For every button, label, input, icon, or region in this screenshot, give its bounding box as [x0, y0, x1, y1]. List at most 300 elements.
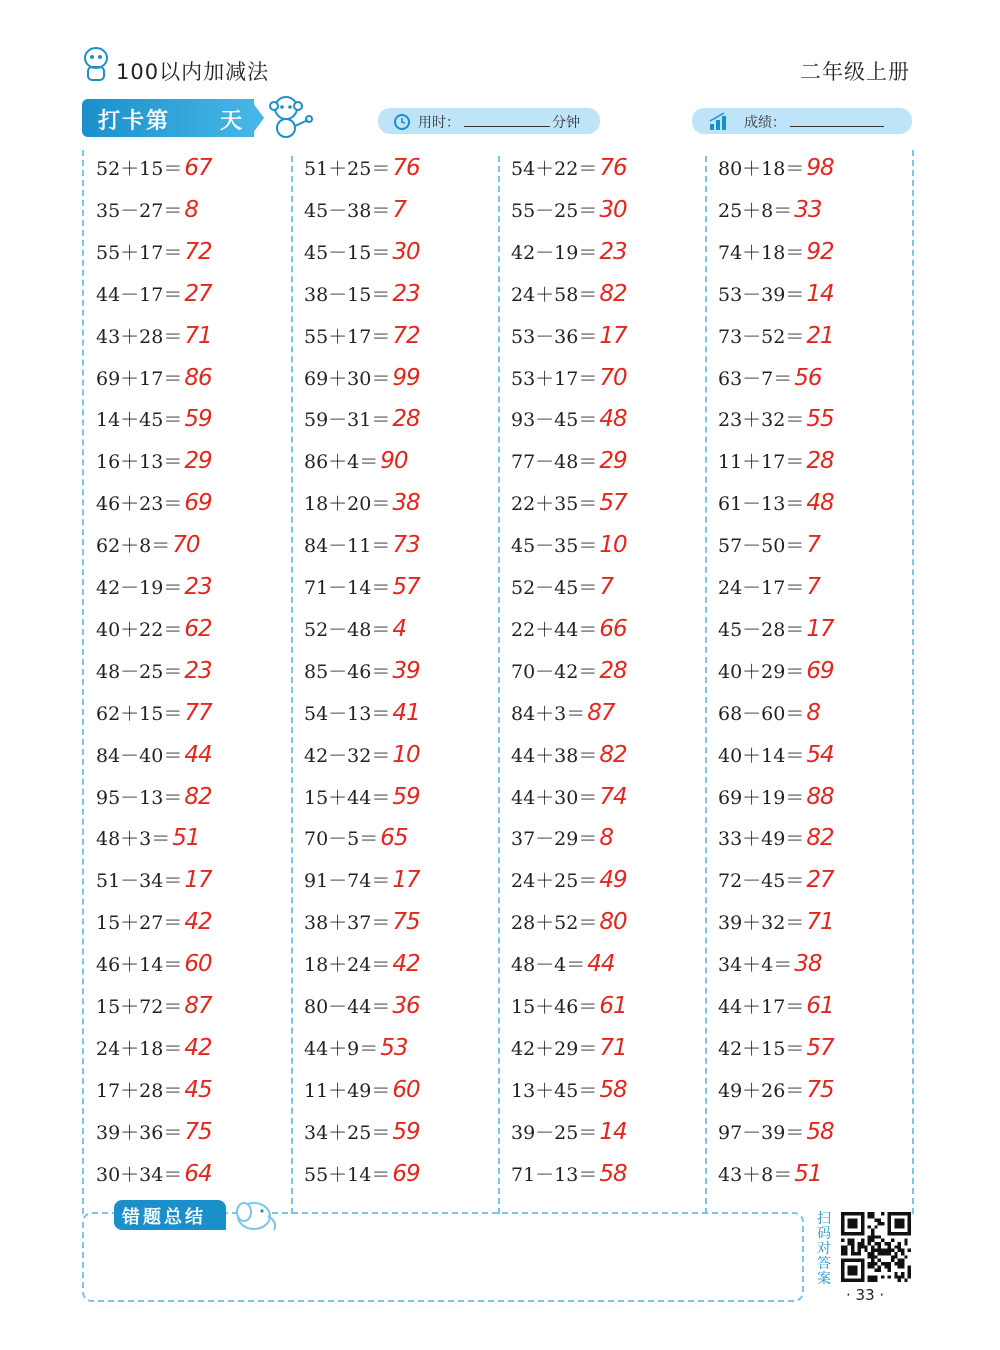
problem-answer[interactable]: 48 [599, 406, 627, 433]
problem-row [96, 1076, 212, 1110]
problem-answer[interactable]: 21 [806, 322, 834, 349]
checkin-banner [82, 99, 254, 137]
problem-answer[interactable]: 65 [380, 825, 408, 852]
problem-row [718, 573, 820, 607]
problem-question: 11＋49＝ [304, 1079, 391, 1102]
problem-question: 53－39＝ [718, 283, 805, 306]
problem-answer[interactable]: 71 [184, 322, 212, 349]
problem-answer[interactable]: 88 [806, 783, 834, 810]
problem-answer[interactable]: 29 [599, 448, 627, 475]
problem-answer[interactable]: 58 [599, 1076, 627, 1103]
problem-answer[interactable]: 92 [806, 238, 834, 265]
problem-row [511, 322, 627, 356]
problem-row [718, 992, 834, 1026]
problem-answer[interactable]: 99 [392, 364, 420, 391]
problem-row [511, 447, 627, 481]
problem-answer[interactable]: 23 [392, 280, 420, 307]
problem-question: 86＋4＝ [304, 451, 379, 474]
problem-answer[interactable]: 23 [599, 238, 627, 265]
problem-answer[interactable]: 17 [599, 322, 627, 349]
problem-question: 35－27＝ [96, 199, 183, 222]
problem-answer[interactable]: 51 [172, 825, 200, 852]
problem-answer[interactable]: 44 [587, 951, 615, 978]
problem-row [96, 657, 212, 691]
problem-question: 24＋25＝ [511, 870, 598, 893]
problem-question: 55＋17＝ [304, 325, 391, 348]
problem-question: 25＋8＝ [718, 199, 793, 222]
problem-question: 46＋23＝ [96, 493, 183, 516]
problem-row [304, 783, 420, 817]
problem-question: 69＋19＝ [718, 786, 805, 809]
book-title: 100以内加减法 [116, 60, 270, 84]
problem-question: 39＋32＝ [718, 912, 805, 935]
problem-question: 23＋32＝ [718, 409, 805, 432]
mascot-logo-icon [82, 46, 110, 82]
problem-row [96, 992, 212, 1026]
problem-row [96, 783, 212, 817]
page-number: · 33 · [846, 1286, 885, 1304]
problem-row [511, 280, 627, 314]
problem-answer[interactable]: 77 [184, 699, 212, 726]
problem-question: 73－52＝ [718, 325, 805, 348]
problem-answer[interactable]: 57 [599, 490, 627, 517]
problem-question: 84－11＝ [304, 535, 391, 558]
problem-question: 45－15＝ [304, 241, 391, 264]
problem-question: 61－13＝ [718, 493, 805, 516]
problem-question: 24＋18＝ [96, 1037, 183, 1060]
problem-row [718, 950, 822, 984]
problem-row [304, 824, 408, 858]
problem-question: 54－13＝ [304, 702, 391, 725]
problem-row [718, 405, 834, 439]
problem-answer[interactable]: 59 [392, 783, 420, 810]
problem-question: 62＋15＝ [96, 702, 183, 725]
problem-answer[interactable]: 66 [599, 615, 627, 642]
problem-row [718, 238, 834, 272]
problem-row [304, 908, 420, 942]
problem-question: 63－7＝ [718, 367, 793, 390]
problem-question: 45－35＝ [511, 535, 598, 558]
problem-answer[interactable]: 73 [392, 532, 420, 559]
problem-row [96, 866, 212, 900]
problem-question: 43＋28＝ [96, 325, 183, 348]
problem-column-4 [706, 150, 914, 1214]
problem-answer[interactable]: 7 [392, 196, 406, 223]
problem-answer[interactable]: 23 [184, 574, 212, 600]
problem-question: 24＋58＝ [511, 283, 598, 306]
problem-answer[interactable]: 67 [184, 155, 212, 181]
problem-question: 80－44＝ [304, 996, 391, 1018]
qr-code-icon[interactable] [838, 1212, 914, 1282]
problem-question: 97－39＝ [718, 1121, 805, 1144]
problem-question: 44＋17＝ [718, 996, 805, 1018]
problem-row [96, 280, 212, 314]
problem-answer[interactable]: 14 [599, 1118, 627, 1145]
problem-question: 77－48＝ [511, 451, 598, 474]
problem-answer[interactable]: 70 [599, 364, 627, 391]
problem-question: 48－25＝ [96, 660, 183, 683]
problem-answer[interactable]: 76 [392, 155, 420, 181]
problem-answer[interactable]: 90 [380, 448, 408, 475]
problem-row [96, 447, 212, 481]
problem-answer[interactable]: 69 [392, 1160, 420, 1187]
problem-answer[interactable]: 55 [806, 406, 834, 433]
problem-question: 28＋52＝ [511, 912, 598, 935]
time-unit: 分钟 [552, 115, 580, 131]
problem-answer[interactable]: 75 [806, 1076, 834, 1103]
problem-answer[interactable]: 71 [599, 1034, 627, 1061]
problem-row [511, 1160, 627, 1194]
problem-question: 55＋17＝ [96, 241, 183, 264]
problem-row [718, 1076, 834, 1110]
problem-row [304, 280, 420, 314]
problem-row [96, 489, 212, 523]
problem-question: 49＋26＝ [718, 1079, 805, 1102]
problem-row [304, 489, 420, 523]
problem-row [511, 908, 627, 942]
problem-row [304, 1076, 420, 1110]
problem-question: 44＋38＝ [511, 744, 598, 767]
problem-answer[interactable]: 33 [794, 196, 822, 223]
problem-row [511, 1034, 627, 1068]
problem-answer[interactable]: 28 [599, 657, 627, 684]
problem-answer[interactable]: 42 [184, 909, 212, 936]
problem-answer[interactable]: 30 [599, 196, 627, 223]
problem-answer[interactable]: 8 [806, 699, 820, 726]
problem-row [304, 615, 406, 649]
problem-question: 70－42＝ [511, 660, 598, 683]
problem-answer[interactable]: 75 [184, 1118, 212, 1145]
problem-answer[interactable]: 14 [806, 280, 834, 307]
problem-question: 34＋25＝ [304, 1121, 391, 1144]
problem-row [718, 322, 834, 356]
problem-question: 48＋3＝ [96, 828, 171, 851]
problem-answer[interactable]: 29 [184, 448, 212, 475]
problem-answer[interactable]: 10 [599, 532, 627, 559]
problem-answer[interactable]: 48 [806, 490, 834, 517]
problem-question: 71－13＝ [511, 1163, 598, 1186]
problem-question: 22＋44＝ [511, 618, 598, 641]
problem-question: 69＋17＝ [96, 367, 183, 390]
problem-answer[interactable]: 82 [599, 741, 627, 768]
problem-answer[interactable]: 45 [184, 1076, 212, 1103]
problem-question: 44－17＝ [96, 283, 183, 306]
problem-answer[interactable]: 87 [184, 993, 212, 1019]
mistake-summary-label: 错题总结 [122, 1207, 206, 1228]
problem-answer[interactable]: 56 [794, 364, 822, 391]
problem-answer[interactable]: 7 [806, 574, 820, 600]
problem-answer[interactable]: 4 [392, 615, 406, 642]
problem-question: 17＋28＝ [96, 1079, 183, 1102]
problem-row [96, 405, 212, 439]
problem-question: 52－45＝ [511, 577, 598, 599]
problem-row [304, 364, 420, 398]
problem-answer[interactable]: 82 [599, 280, 627, 307]
problem-row [96, 824, 200, 858]
problem-answer[interactable]: 28 [806, 448, 834, 475]
problem-answer[interactable]: 27 [806, 867, 834, 894]
problem-answer[interactable]: 60 [184, 951, 212, 978]
problem-row [511, 238, 627, 272]
problem-answer[interactable]: 58 [806, 1118, 834, 1145]
problem-question: 51－34＝ [96, 870, 183, 893]
problem-answer[interactable]: 17 [806, 615, 834, 642]
problem-question: 15＋44＝ [304, 786, 391, 809]
problem-row [511, 950, 615, 984]
problem-question: 15＋27＝ [96, 912, 183, 935]
problem-question: 40＋14＝ [718, 744, 805, 767]
problem-answer[interactable]: 71 [806, 909, 834, 936]
problem-row [304, 322, 420, 356]
problem-answer[interactable]: 72 [392, 322, 420, 349]
problem-answer[interactable]: 59 [392, 1118, 420, 1145]
problem-answer[interactable]: 87 [587, 699, 615, 726]
problem-answer[interactable]: 38 [392, 490, 420, 517]
problem-row [511, 741, 627, 775]
problem-question: 48－4＝ [511, 954, 586, 977]
problem-question: 42－19＝ [96, 577, 183, 599]
problem-answer[interactable]: 61 [806, 993, 834, 1019]
problem-answer[interactable]: 51 [794, 1160, 822, 1187]
problem-answer[interactable]: 82 [806, 825, 834, 852]
problem-question: 55－25＝ [511, 199, 598, 222]
problem-row [511, 531, 627, 565]
problem-question: 39－25＝ [511, 1121, 598, 1144]
problem-answer[interactable]: 75 [392, 909, 420, 936]
problem-answer[interactable]: 38 [794, 951, 822, 978]
problem-answer[interactable]: 42 [392, 951, 420, 978]
problem-question: 15＋46＝ [511, 996, 598, 1018]
problem-row [718, 364, 822, 398]
problem-answer[interactable]: 10 [392, 741, 420, 768]
problem-question: 72－45＝ [718, 870, 805, 893]
problem-answer[interactable]: 74 [599, 783, 627, 810]
problem-question: 42－32＝ [304, 744, 391, 767]
problem-question: 13＋45＝ [511, 1079, 598, 1102]
problem-question: 53＋17＝ [511, 367, 598, 390]
problem-question: 24－17＝ [718, 577, 805, 599]
problem-row [511, 657, 627, 691]
problem-row [511, 699, 615, 733]
problem-row [718, 1160, 822, 1194]
problem-question: 54＋22＝ [511, 158, 598, 180]
problem-row [304, 154, 420, 188]
problem-question: 42－19＝ [511, 241, 598, 264]
problem-question: 91－74＝ [304, 870, 391, 893]
problem-row [718, 657, 834, 691]
problem-row [511, 489, 627, 523]
problem-answer[interactable]: 72 [184, 238, 212, 265]
problem-row [718, 489, 834, 523]
problem-answer[interactable]: 59 [184, 406, 212, 433]
problem-question: 30＋34＝ [96, 1163, 183, 1186]
problem-answer[interactable]: 62 [184, 615, 212, 642]
problem-row [304, 1160, 420, 1194]
problem-question: 53－36＝ [511, 325, 598, 348]
clock-icon [392, 111, 412, 131]
problem-row [718, 447, 834, 481]
problem-row [304, 657, 420, 691]
problem-row [718, 196, 822, 230]
grade-label: 二年级上册 [800, 60, 910, 84]
problem-row [96, 1034, 212, 1068]
problem-row [96, 615, 212, 649]
problem-row [511, 1076, 627, 1110]
score-blank[interactable] [790, 112, 884, 127]
problem-question: 18＋24＝ [304, 954, 391, 977]
problem-row [511, 196, 627, 230]
problem-column-3 [499, 150, 707, 1214]
problem-answer[interactable]: 30 [392, 238, 420, 265]
problem-question: 69＋30＝ [304, 367, 391, 390]
problem-question: 70－5＝ [304, 828, 379, 851]
problem-row [718, 154, 834, 188]
problem-answer[interactable]: 82 [184, 783, 212, 810]
problem-answer[interactable]: 7 [599, 574, 613, 600]
scan-answer-label: 扫码对答案 [817, 1211, 831, 1287]
problem-question: 80＋18＝ [718, 158, 805, 180]
problem-row [511, 824, 613, 858]
problem-question: 42＋29＝ [511, 1037, 598, 1060]
problem-question: 51＋25＝ [304, 158, 391, 180]
problem-row [511, 154, 627, 188]
problem-row [718, 615, 834, 649]
problem-question: 45－38＝ [304, 199, 391, 222]
problem-answer[interactable]: 17 [184, 867, 212, 894]
problem-row [718, 1034, 834, 1068]
problem-row [511, 364, 627, 398]
problem-answer[interactable]: 44 [184, 741, 212, 768]
problem-answer[interactable]: 61 [599, 993, 627, 1019]
problem-row [96, 1118, 212, 1152]
problem-question: 52－48＝ [304, 618, 391, 641]
problem-question: 39＋36＝ [96, 1121, 183, 1144]
problem-question: 44＋9＝ [304, 1037, 379, 1060]
problem-answer[interactable]: 69 [806, 657, 834, 684]
time-label: 用时： [418, 115, 460, 131]
checkin-day-unit: 天 [220, 109, 243, 134]
problem-answer[interactable]: 98 [806, 155, 834, 181]
problem-question: 71－14＝ [304, 577, 391, 599]
problem-question: 38－15＝ [304, 283, 391, 306]
problem-row [96, 531, 200, 565]
problem-answer[interactable]: 57 [806, 1034, 834, 1061]
problem-row [96, 741, 212, 775]
problem-question: 46＋14＝ [96, 954, 183, 977]
problem-row [96, 154, 212, 188]
problem-question: 15＋72＝ [96, 996, 183, 1018]
problem-answer[interactable]: 23 [184, 657, 212, 684]
score-field [692, 108, 912, 134]
problem-answer[interactable]: 8 [599, 825, 613, 852]
problem-row [96, 1160, 212, 1194]
problem-question: 40＋29＝ [718, 660, 805, 683]
problem-question: 85－46＝ [304, 660, 391, 683]
problem-question: 74＋18＝ [718, 241, 805, 264]
problem-question: 43＋8＝ [718, 1163, 793, 1186]
problem-answer[interactable]: 36 [392, 993, 420, 1019]
problem-question: 52＋15＝ [96, 158, 183, 180]
problem-question: 37－29＝ [511, 828, 598, 851]
problem-row [96, 364, 212, 398]
problem-answer[interactable]: 17 [392, 867, 420, 894]
problem-question: 93－45＝ [511, 409, 598, 432]
problem-row [511, 992, 627, 1026]
problem-question: 95－13＝ [96, 786, 183, 809]
problem-answer[interactable]: 42 [184, 1034, 212, 1061]
problem-row [304, 573, 420, 607]
problem-question: 84－40＝ [96, 744, 183, 767]
problem-answer[interactable]: 54 [806, 741, 834, 768]
problem-answer[interactable]: 8 [184, 196, 198, 223]
problem-answer[interactable]: 7 [806, 532, 820, 559]
problem-question: 14＋45＝ [96, 409, 183, 432]
problem-row [304, 1034, 408, 1068]
problem-row [511, 866, 627, 900]
problem-row [304, 866, 420, 900]
problem-row [718, 783, 834, 817]
problem-answer[interactable]: 39 [392, 657, 420, 684]
problem-question: 11＋17＝ [718, 451, 805, 474]
problem-question: 40＋22＝ [96, 618, 183, 641]
problem-row [511, 1118, 627, 1152]
problem-row [718, 866, 834, 900]
problem-row [718, 908, 834, 942]
problem-row [718, 531, 820, 565]
problem-row [511, 615, 627, 649]
problem-answer[interactable]: 76 [599, 155, 627, 181]
problem-answer[interactable]: 58 [599, 1160, 627, 1187]
problem-answer[interactable]: 60 [392, 1076, 420, 1103]
problem-grid [82, 150, 914, 1214]
problem-row [96, 950, 212, 984]
problem-answer[interactable]: 49 [599, 867, 627, 894]
problem-answer[interactable]: 28 [392, 406, 420, 433]
problem-question: 68－60＝ [718, 702, 805, 725]
problem-answer[interactable]: 86 [184, 364, 212, 391]
problem-row [96, 908, 212, 942]
time-field [378, 108, 600, 134]
problem-question: 59－31＝ [304, 409, 391, 432]
time-blank[interactable] [464, 112, 550, 127]
problem-answer[interactable]: 27 [184, 280, 212, 307]
problem-answer[interactable]: 53 [380, 1034, 408, 1061]
problem-answer[interactable]: 69 [184, 490, 212, 517]
score-label: 成绩： [744, 115, 786, 131]
problem-row [304, 531, 420, 565]
problem-answer[interactable]: 70 [172, 532, 200, 559]
problem-question: 57－50＝ [718, 535, 805, 558]
problem-row [304, 992, 420, 1026]
problem-row [96, 238, 212, 272]
problem-column-1 [84, 150, 292, 1214]
problem-answer[interactable]: 64 [184, 1160, 212, 1187]
problem-question: 84＋3＝ [511, 702, 586, 725]
checkin-label: 打卡第 [98, 109, 171, 134]
problem-question: 38＋37＝ [304, 912, 391, 935]
mistake-summary-tab [114, 1200, 226, 1230]
problem-row [304, 699, 420, 733]
problem-row [718, 824, 834, 858]
problem-row [304, 196, 406, 230]
problem-row [304, 238, 420, 272]
problem-row [304, 447, 408, 481]
elephant-icon [228, 1196, 282, 1234]
problem-answer[interactable]: 41 [392, 699, 420, 726]
problem-answer[interactable]: 57 [392, 574, 420, 600]
problem-answer[interactable]: 80 [599, 909, 627, 936]
problem-row [718, 699, 820, 733]
